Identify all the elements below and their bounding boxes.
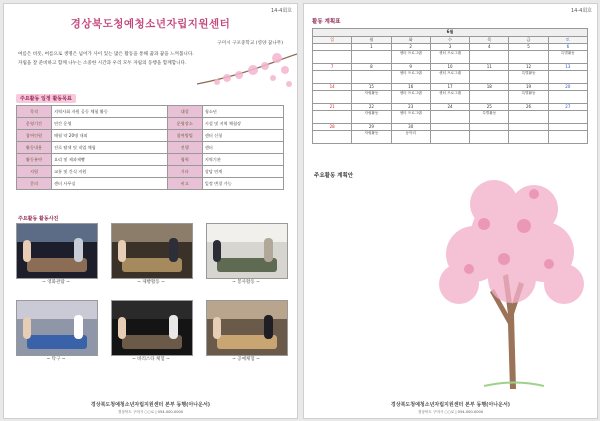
activity-photo — [111, 223, 193, 279]
photo-caption: ~ 바리스타 체험 ~ — [132, 357, 170, 362]
cell-key: 목적 — [17, 106, 52, 118]
calendar-day-number: 10 — [430, 64, 469, 71]
weekday-header: 일 — [313, 37, 352, 44]
calendar-day-number: 26 — [509, 104, 548, 111]
calendar-event: 자립활동 — [352, 91, 391, 104]
calendar-day-number: 8 — [352, 64, 391, 71]
cell-value: 센터 — [202, 142, 283, 154]
calendar-event — [509, 111, 548, 124]
calendar-event — [470, 131, 509, 144]
calendar-event — [548, 111, 587, 124]
table-row — [17, 118, 284, 130]
calendar-event — [470, 71, 509, 84]
calendar-event — [509, 131, 548, 144]
activity-photo — [206, 223, 288, 279]
cell-value: 상담 연계 — [202, 166, 283, 178]
calendar-event — [430, 111, 469, 124]
calendar-day-number — [430, 124, 469, 131]
calendar-event: 센터 프로그램 — [391, 51, 430, 64]
calendar-day-number: 28 — [313, 124, 352, 131]
table-row — [313, 91, 588, 104]
calendar-day-number: 17 — [430, 84, 469, 91]
cell-key: 대상 — [167, 106, 202, 118]
weekday-header: 수 — [430, 37, 469, 44]
weekday-header: 목 — [470, 37, 509, 44]
calendar-month: 6월 — [313, 29, 588, 37]
cell-value: 요리 및 제과제빵 — [52, 154, 168, 166]
table-row — [313, 71, 588, 84]
cell-value: 센터 신청 — [202, 130, 283, 142]
cell-key: 협력 — [167, 154, 202, 166]
intro-line: 자립을 잘 준비하고 함께 나누는 소중한 시간과 우리 모두 자립의 동행을 함께합니다. — [18, 61, 187, 66]
cell-key: 비고 — [167, 178, 202, 190]
calendar-day-number: 24 — [430, 104, 469, 111]
calendar-day-number: 18 — [470, 84, 509, 91]
table-row — [313, 104, 588, 111]
cell-key: 기타 — [167, 166, 202, 178]
weekday-header: 월 — [352, 37, 391, 44]
table-row — [313, 51, 588, 64]
cell-key: 참여방법 — [167, 130, 202, 142]
calendar-event — [548, 71, 587, 84]
footer-address: 경상북도 구미시 ○○로 | 054-000-0000 — [117, 410, 184, 414]
calendar-event: 동아리 — [391, 131, 430, 144]
table-row — [17, 142, 284, 154]
activity-photo — [206, 300, 288, 356]
schedule-table — [16, 105, 284, 190]
calendar-day-number: 23 — [391, 104, 430, 111]
cherry-tree-illustration — [424, 164, 594, 394]
cell-value: 일정 변경 가능 — [202, 178, 283, 190]
calendar-event: 센터 프로그램 — [391, 91, 430, 104]
footer-org: 경상북도청예청소년자립지원센터 본부 동행(아나운서) — [90, 402, 211, 408]
calendar-day-number: 2 — [391, 44, 430, 51]
footer-address: 경상북도 구미시 ○○로 | 054-000-0000 — [417, 410, 484, 414]
calendar-day-number: 5 — [509, 44, 548, 51]
table-row — [313, 29, 588, 37]
table-row — [17, 154, 284, 166]
calendar-day-number: 20 — [548, 84, 587, 91]
table-row — [17, 178, 284, 190]
calendar-day-number — [548, 124, 587, 131]
cell-key: 참여인원 — [17, 130, 52, 142]
cell-value: 연간 운영 — [52, 118, 168, 130]
cell-value: 진로 탐색 및 직업 체험 — [52, 142, 168, 154]
calendar-day-number: 21 — [313, 104, 352, 111]
calendar-event: 자립활동 — [352, 111, 391, 124]
newsletter-subtitle: 구미시 구포중학교 (영양 꿈나무) — [217, 41, 283, 46]
calendar-day-number: 11 — [470, 64, 509, 71]
calendar-event: 특별활동 — [548, 51, 587, 64]
calendar-event: 센터 프로그램 — [391, 111, 430, 124]
footer-org: 경상북도청예청소년자립지원센터 본부 동행(아나운서) — [390, 402, 511, 408]
calendar-day-number: 27 — [548, 104, 587, 111]
intro-line: 여름은 비롯, 여름으로 생명은 넘어가 사이 있는 많은 활동을 통해 꿈과 꿈을 느껴봅니다. — [18, 52, 194, 57]
calendar-event: 특별활동 — [470, 111, 509, 124]
calendar-day-number: 1 — [352, 44, 391, 51]
photo-caption: ~ 공예체험 ~ — [232, 357, 260, 362]
page-number: 14-4회호 — [270, 8, 292, 14]
table-row — [17, 130, 284, 142]
schedule-heading: 주요활동 일정 활동목표 — [16, 94, 76, 103]
photo-caption: ~ 탁구 ~ — [46, 357, 66, 362]
calendar-event — [548, 131, 587, 144]
table-row — [17, 166, 284, 178]
table-row — [313, 44, 588, 51]
calendar-day-number — [313, 44, 352, 51]
calendar-event — [313, 51, 352, 64]
cell-key: 운영장소 — [167, 118, 202, 130]
activity-photo — [16, 223, 98, 279]
calendar-event — [548, 91, 587, 104]
calendar-day-number: 9 — [391, 64, 430, 71]
cell-key: 활동분야 — [17, 154, 52, 166]
calendar-day-number: 22 — [352, 104, 391, 111]
cell-key: 지원 — [17, 166, 52, 178]
cell-value: 교통 및 간식 지원 — [52, 166, 168, 178]
table-row — [313, 84, 588, 91]
cell-key: 진행 — [167, 142, 202, 154]
calendar-event — [313, 111, 352, 124]
cell-value: 시설 및 지역 체험장 — [202, 118, 283, 130]
calendar-event — [470, 51, 509, 64]
calendar-day-number: 29 — [352, 124, 391, 131]
calendar-day-number: 13 — [548, 64, 587, 71]
calendar-event: 특별활동 — [509, 71, 548, 84]
page-number: 14-4회호 — [570, 8, 592, 14]
calendar-day-number: 25 — [470, 104, 509, 111]
calendar-event — [509, 51, 548, 64]
calendar-day-number: 30 — [391, 124, 430, 131]
calendar-day-number: 4 — [470, 44, 509, 51]
calendar-day-number — [470, 124, 509, 131]
cell-value: 지역기관 — [202, 154, 283, 166]
calendar-event — [313, 131, 352, 144]
table-row — [313, 64, 588, 71]
calendar-day-number: 7 — [313, 64, 352, 71]
table-row — [313, 124, 588, 131]
photo-caption: ~ 봉사활동 ~ — [232, 280, 260, 285]
newsletter-page-right — [303, 3, 598, 419]
weekday-header: 토 — [548, 37, 587, 44]
gallery-heading: 주요활동 활동사진 — [18, 216, 59, 222]
calendar-event: 센터 프로그램 — [391, 71, 430, 84]
calendar-day-number: 15 — [352, 84, 391, 91]
calendar-event — [430, 131, 469, 144]
table-row — [313, 131, 588, 144]
cell-key: 문의 — [17, 178, 52, 190]
cell-key: 운영기간 — [17, 118, 52, 130]
calendar-event — [470, 91, 509, 104]
calendar-event — [352, 71, 391, 84]
calendar-day-number: 16 — [391, 84, 430, 91]
cell-key: 활동내용 — [17, 142, 52, 154]
table-row — [313, 37, 588, 44]
calendar-event: 자립활동 — [352, 131, 391, 144]
cell-value: 센터 사무실 — [52, 178, 168, 190]
table-row — [17, 106, 284, 118]
calendar-event — [313, 91, 352, 104]
cell-value: 매월 약 20명 내외 — [52, 130, 168, 142]
cell-value: 청소년 — [202, 106, 283, 118]
newsletter-page-left — [3, 3, 298, 419]
weekday-header: 화 — [391, 37, 430, 44]
calendar-event — [352, 51, 391, 64]
weekday-header: 금 — [509, 37, 548, 44]
table-row — [313, 111, 588, 124]
activity-photo — [111, 300, 193, 356]
calendar-day-number: 14 — [313, 84, 352, 91]
photo-caption: ~ 제빵활동 ~ — [137, 280, 165, 285]
calendar-event — [313, 71, 352, 84]
calendar-day-number: 19 — [509, 84, 548, 91]
photo-caption: ~ 영화관람 ~ — [42, 280, 70, 285]
calendar-event: 센터 프로그램 — [430, 71, 469, 84]
cell-value: 지역사회 자원 공동 체험 활동 — [52, 106, 168, 118]
newsletter-title: 경상북도청예청소년자립지원센터 — [70, 18, 231, 30]
calendar-event: 특별활동 — [509, 91, 548, 104]
calendar-day-number — [509, 124, 548, 131]
intro-text — [18, 50, 283, 68]
calendar-heading: 활동 계획표 — [312, 19, 341, 25]
calendar-event: 센터 프로그램 — [430, 51, 469, 64]
plan-heading: 주요활동 계획안 — [314, 173, 354, 179]
calendar-day-number: 3 — [430, 44, 469, 51]
calendar-day-number: 12 — [509, 64, 548, 71]
calendar-event: 센터 프로그램 — [430, 91, 469, 104]
activity-calendar — [312, 28, 588, 144]
activity-photo — [16, 300, 98, 356]
calendar-day-number: 6 — [548, 44, 587, 51]
